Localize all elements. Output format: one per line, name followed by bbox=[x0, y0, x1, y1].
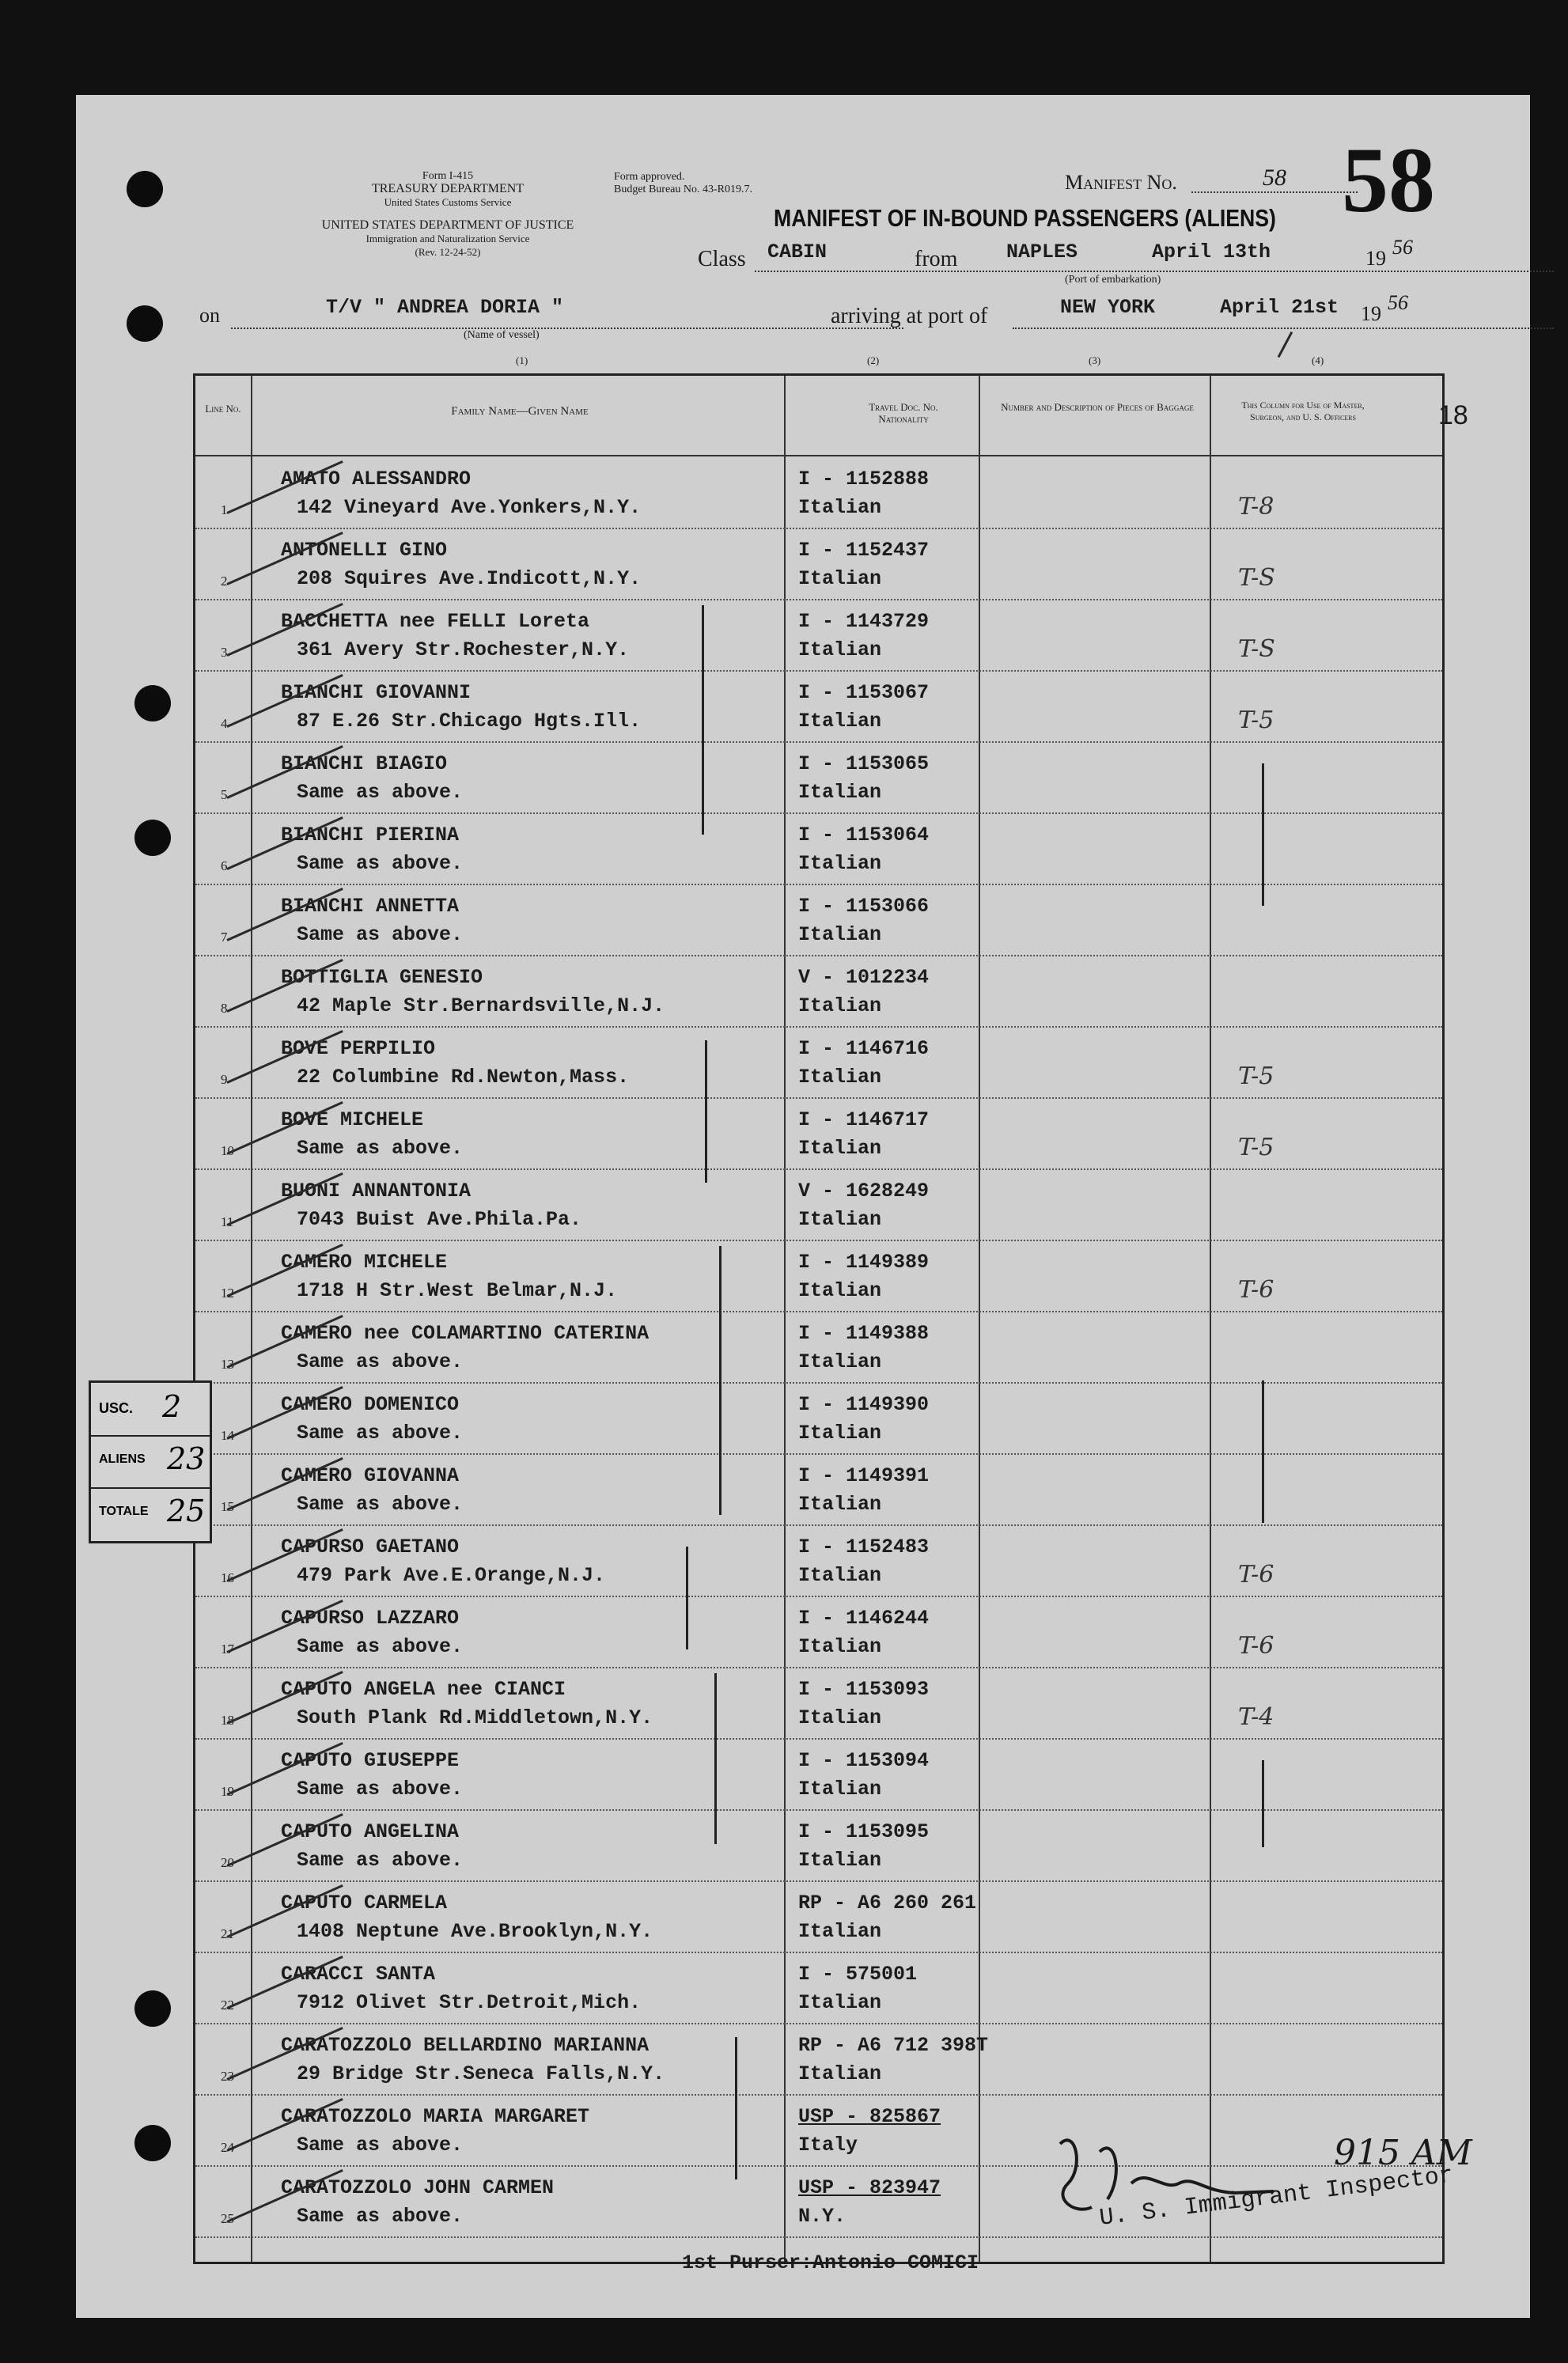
nationality: Italian bbox=[798, 1137, 882, 1160]
line-number: 17 bbox=[221, 1642, 234, 1657]
form-approved: Form approved. bbox=[614, 171, 685, 183]
passenger-name: CARATOZZOLO MARIA MARGARET bbox=[281, 2105, 590, 2128]
table-row bbox=[195, 1524, 1442, 1597]
passenger-name: CAPUTO CARMELA bbox=[281, 1892, 448, 1914]
travel-doc-number: RP - A6 260 261 bbox=[798, 1892, 977, 1914]
travel-doc-number: USP - 823947 bbox=[798, 2176, 941, 2199]
passenger-address: 22 Columbine Rd.Newton,Mass. bbox=[297, 1066, 630, 1089]
header-line-no: Line No. bbox=[205, 403, 241, 415]
officer-mark: T-S bbox=[1238, 564, 1275, 592]
table-row bbox=[195, 1311, 1442, 1384]
travel-doc-number: I - 1149388 bbox=[798, 1322, 930, 1345]
nationality: Italian bbox=[798, 1208, 882, 1231]
table-row bbox=[195, 528, 1442, 600]
passenger-address: Same as above. bbox=[297, 1778, 464, 1801]
table-row bbox=[195, 2023, 1442, 2096]
table-row bbox=[195, 1809, 1442, 1882]
form-number: Form I-415 bbox=[422, 170, 474, 182]
table-row bbox=[195, 1097, 1442, 1170]
line-number: 8 bbox=[221, 1001, 228, 1016]
on-label: on bbox=[199, 304, 220, 327]
travel-doc-number: V - 1012234 bbox=[798, 966, 930, 989]
punch-hole bbox=[134, 2125, 171, 2161]
table-row bbox=[195, 1168, 1442, 1241]
line-number: 10 bbox=[221, 1143, 234, 1158]
passenger-address: 7912 Olivet Str.Detroit,Mich. bbox=[297, 1991, 642, 2014]
inspector-label: U. S. Immigrant Inspector bbox=[1097, 2162, 1455, 2232]
table-row bbox=[195, 1952, 1442, 2024]
nationality: Italian bbox=[798, 2062, 882, 2085]
travel-doc-number: I - 575001 bbox=[798, 1963, 918, 1986]
nationality: Italian bbox=[798, 638, 882, 661]
passenger-name: BIANCHI BIAGIO bbox=[281, 752, 448, 775]
col-num-1: (1) bbox=[516, 354, 528, 366]
line-number: 1 bbox=[221, 502, 228, 517]
line-number: 18 bbox=[221, 1713, 234, 1728]
budget-bureau: Budget Bureau No. 43-R019.7. bbox=[614, 184, 752, 195]
travel-doc-number: I - 1146717 bbox=[798, 1108, 930, 1131]
nationality: Italian bbox=[798, 1350, 882, 1373]
passenger-address: 1408 Neptune Ave.Brooklyn,N.Y. bbox=[297, 1920, 653, 1943]
nationality: Italian bbox=[798, 852, 882, 875]
nationality: Italian bbox=[798, 1849, 882, 1872]
passenger-address: South Plank Rd.Middletown,N.Y. bbox=[297, 1706, 653, 1729]
revision: (Rev. 12-24-52) bbox=[415, 246, 481, 258]
travel-doc-number: I - 1152483 bbox=[798, 1536, 930, 1558]
travel-doc-number: I - 1153066 bbox=[798, 895, 930, 918]
officer-mark: T-6 bbox=[1238, 1632, 1274, 1660]
travel-doc-number: I - 1149390 bbox=[798, 1393, 930, 1416]
line-number: 5 bbox=[221, 787, 228, 802]
passenger-name: BOVE PERPILIO bbox=[281, 1037, 436, 1060]
sheet-mark: 18 bbox=[1438, 400, 1468, 430]
passenger-name: CAPUTO GIUSEPPE bbox=[281, 1749, 460, 1772]
col-num-3: (3) bbox=[1089, 354, 1101, 366]
table-row bbox=[195, 599, 1442, 672]
travel-doc-number: I - 1153067 bbox=[798, 681, 930, 704]
passenger-name: CAPUTO ANGELA nee CIANCI bbox=[281, 1678, 566, 1701]
nationality: Italian bbox=[798, 1778, 882, 1801]
travel-doc-number: V - 1628249 bbox=[798, 1180, 930, 1202]
passenger-name: CARATOZZOLO BELLARDINO MARIANNA bbox=[281, 2034, 650, 2057]
line-number: 19 bbox=[221, 1784, 234, 1799]
passenger-address: 142 Vineyard Ave.Yonkers,N.Y. bbox=[297, 496, 642, 519]
travel-doc-number: I - 1153095 bbox=[798, 1820, 930, 1843]
travel-doc-number: I - 1153093 bbox=[798, 1678, 930, 1701]
customs-service: United States Customs Service bbox=[384, 196, 512, 208]
officer-mark: T-5 bbox=[1238, 1062, 1274, 1090]
travel-doc-number: USP - 825867 bbox=[798, 2105, 941, 2128]
nationality: Italian bbox=[798, 1066, 882, 1089]
ins-service: Immigration and Naturalization Service bbox=[365, 233, 530, 244]
nationality: Italian bbox=[798, 1920, 882, 1943]
passenger-name: BOTTIGLIA GENESIO bbox=[281, 966, 483, 989]
total-value: 25 bbox=[167, 1494, 206, 1528]
class-value: CABIN bbox=[767, 240, 828, 263]
passenger-address: Same as above. bbox=[297, 2134, 464, 2157]
nationality: Italian bbox=[798, 1279, 882, 1302]
nationality: Italian bbox=[798, 994, 882, 1017]
passenger-address: 1718 H Str.West Belmar,N.J. bbox=[297, 1279, 618, 1302]
table-row bbox=[195, 1667, 1442, 1740]
passenger-name: CAMERO DOMENICO bbox=[281, 1393, 460, 1416]
passenger-address: Same as above. bbox=[297, 1350, 464, 1373]
punch-hole bbox=[134, 685, 171, 721]
usc-label: USC. bbox=[99, 1400, 134, 1416]
table-row bbox=[195, 670, 1442, 743]
officer-mark: T-6 bbox=[1238, 1276, 1274, 1304]
passenger-name: CAMERO GIOVANNA bbox=[281, 1464, 460, 1487]
nationality: Italian bbox=[798, 1493, 882, 1516]
passenger-address: 42 Maple Str.Bernardsville,N.J. bbox=[297, 994, 665, 1017]
passenger-name: CAPURSO GAETANO bbox=[281, 1536, 460, 1558]
passenger-name: CARACCI SANTA bbox=[281, 1963, 436, 1986]
table-row bbox=[195, 1382, 1442, 1455]
table-row bbox=[195, 1026, 1442, 1099]
year-prefix-2: 19 bbox=[1361, 302, 1381, 325]
passenger-address: Same as above. bbox=[297, 1422, 464, 1445]
passenger-address: Same as above. bbox=[297, 852, 464, 875]
travel-doc-number: RP - A6 712 398T bbox=[798, 2034, 989, 2057]
total-label: TOTALE bbox=[99, 1505, 149, 1518]
line-number: 21 bbox=[221, 1926, 234, 1941]
punch-hole bbox=[127, 171, 163, 207]
passenger-address: 7043 Buist Ave.Phila.Pa. bbox=[297, 1208, 582, 1231]
passenger-name: CAMERO nee COLAMARTINO CATERINA bbox=[281, 1322, 650, 1345]
nationality: Italy bbox=[798, 2134, 858, 2157]
year-2: 56 bbox=[1388, 291, 1408, 314]
passenger-name: BUONI ANNANTONIA bbox=[281, 1180, 472, 1202]
arrival-date: April 21st bbox=[1220, 296, 1339, 319]
officer-mark: T-6 bbox=[1238, 1561, 1274, 1589]
nationality: Italian bbox=[798, 1564, 882, 1587]
line-number: 15 bbox=[221, 1499, 234, 1514]
header-officers: This Column for Use of Master, Surgeon, and U. S. Officers bbox=[1241, 400, 1365, 422]
table-row bbox=[195, 1453, 1442, 1526]
port-caption: (Port of embarkation) bbox=[1065, 274, 1161, 286]
vessel-name: T/V " ANDREA DORIA " bbox=[326, 296, 564, 319]
manifest-no-value: 58 bbox=[1263, 165, 1286, 191]
passenger-name: CAPURSO LAZZARO bbox=[281, 1607, 460, 1630]
table-row bbox=[195, 812, 1442, 885]
travel-doc-number: I - 1153064 bbox=[798, 824, 930, 846]
passenger-name: CARATOZZOLO JOHN CARMEN bbox=[281, 2176, 555, 2199]
header-name: Family Name—Given Name bbox=[451, 405, 589, 418]
usc-value: 2 bbox=[162, 1389, 182, 1424]
year-1: 56 bbox=[1392, 236, 1413, 259]
passenger-address: Same as above. bbox=[297, 2205, 464, 2228]
nationality: Italian bbox=[798, 923, 882, 946]
from-label: from bbox=[915, 247, 958, 271]
travel-doc-number: I - 1146244 bbox=[798, 1607, 930, 1630]
table-row bbox=[195, 741, 1442, 814]
line-number: 13 bbox=[221, 1357, 234, 1372]
travel-doc-number: I - 1149391 bbox=[798, 1464, 930, 1487]
passenger-address: Same as above. bbox=[297, 1849, 464, 1872]
passenger-address: 208 Squires Ave.Indicott,N.Y. bbox=[297, 567, 642, 590]
purser-line: 1st Purser:Antonio COMICI bbox=[682, 2251, 979, 2274]
nationality: Italian bbox=[798, 496, 882, 519]
passenger-address: Same as above. bbox=[297, 781, 464, 804]
passenger-address: Same as above. bbox=[297, 1137, 464, 1160]
aliens-value: 23 bbox=[167, 1441, 206, 1476]
totals-box bbox=[89, 1380, 212, 1543]
passenger-address: 29 Bridge Str.Seneca Falls,N.Y. bbox=[297, 2062, 665, 2085]
passenger-name: BIANCHI GIOVANNI bbox=[281, 681, 472, 704]
time-note: 915 AM bbox=[1334, 2133, 1472, 2173]
nationality: Italian bbox=[798, 1635, 882, 1658]
class-label: Class bbox=[698, 247, 746, 271]
passenger-address: 87 E.26 Str.Chicago Hgts.Ill. bbox=[297, 710, 642, 733]
passenger-address: 479 Park Ave.E.Orange,N.J. bbox=[297, 1564, 606, 1587]
header-doc: Travel Doc. No. Nationality bbox=[869, 401, 938, 425]
table-row bbox=[195, 1240, 1442, 1312]
nationality: N.Y. bbox=[798, 2205, 846, 2228]
manifest-no-label: Manifest No. bbox=[1065, 171, 1177, 194]
vessel-caption: (Name of vessel) bbox=[464, 329, 540, 341]
line-number: 22 bbox=[221, 1998, 234, 2013]
passenger-name: BIANCHI ANNETTA bbox=[281, 895, 460, 918]
year-prefix-1: 19 bbox=[1365, 247, 1386, 270]
depart-date: April 13th bbox=[1152, 240, 1271, 263]
officer-mark: T-5 bbox=[1238, 706, 1274, 734]
table-row bbox=[195, 884, 1442, 956]
header-baggage: Number and Description of Pieces of Baggage bbox=[1001, 401, 1194, 413]
aliens-label: ALIENS bbox=[99, 1452, 146, 1466]
line-number: 16 bbox=[221, 1570, 234, 1585]
officer-mark: T-8 bbox=[1238, 493, 1274, 521]
line-number: 7 bbox=[221, 930, 228, 945]
passenger-address: Same as above. bbox=[297, 1493, 464, 1516]
nationality: Italian bbox=[798, 1706, 882, 1729]
line-number: 25 bbox=[221, 2211, 234, 2226]
table-row bbox=[195, 1738, 1442, 1811]
punch-hole bbox=[134, 1990, 171, 2027]
passenger-address: 361 Avery Str.Rochester,N.Y. bbox=[297, 638, 630, 661]
nationality: Italian bbox=[798, 710, 882, 733]
passenger-name: CAMERO MICHELE bbox=[281, 1251, 448, 1274]
line-number: 6 bbox=[221, 858, 228, 873]
line-number: 11 bbox=[221, 1214, 234, 1229]
manifest-stamp: 58 bbox=[1342, 128, 1435, 232]
travel-doc-number: I - 1143729 bbox=[798, 610, 930, 633]
nationality: Italian bbox=[798, 1991, 882, 2014]
line-number: 23 bbox=[221, 2069, 234, 2084]
officer-mark: T-5 bbox=[1238, 1134, 1274, 1161]
passenger-name: ANTONELLI GINO bbox=[281, 539, 448, 562]
line-number: 4 bbox=[221, 716, 228, 731]
passenger-name: CAPUTO ANGELINA bbox=[281, 1820, 460, 1843]
line-number: 24 bbox=[221, 2140, 234, 2155]
line-number: 20 bbox=[221, 1855, 234, 1870]
passenger-table bbox=[193, 373, 1445, 2264]
officer-mark: T-4 bbox=[1238, 1703, 1274, 1731]
justice-dept: UNITED STATES DEPARTMENT OF JUSTICE bbox=[321, 218, 574, 232]
punch-hole bbox=[127, 305, 163, 342]
line-number: 3 bbox=[221, 645, 228, 660]
travel-doc-number: I - 1146716 bbox=[798, 1037, 930, 1060]
passenger-name: BOVE MICHELE bbox=[281, 1108, 424, 1131]
passenger-address: Same as above. bbox=[297, 1635, 464, 1658]
col-num-4: (4) bbox=[1312, 354, 1324, 366]
travel-doc-number: I - 1152437 bbox=[798, 539, 930, 562]
table-row bbox=[195, 1880, 1442, 1953]
treasury-dept: TREASURY DEPARTMENT bbox=[371, 182, 525, 195]
passenger-address: Same as above. bbox=[297, 923, 464, 946]
line-number: 9 bbox=[221, 1072, 228, 1087]
passenger-name: AMATO ALESSANDRO bbox=[281, 468, 472, 490]
line-number: 2 bbox=[221, 574, 228, 589]
nationality: Italian bbox=[798, 781, 882, 804]
nationality: Italian bbox=[798, 1422, 882, 1445]
nationality: Italian bbox=[798, 567, 882, 590]
table-row bbox=[195, 456, 1442, 529]
table-row bbox=[195, 1596, 1442, 1668]
from-value: NAPLES bbox=[1006, 240, 1078, 263]
col-num-2: (2) bbox=[867, 354, 880, 366]
punch-hole bbox=[134, 820, 171, 856]
travel-doc-number: I - 1152888 bbox=[798, 468, 930, 490]
passenger-name: BIANCHI PIERINA bbox=[281, 824, 460, 846]
table-row bbox=[195, 955, 1442, 1028]
arrival-port: NEW YORK bbox=[1060, 296, 1156, 319]
line-number: 14 bbox=[221, 1428, 234, 1443]
arriving-label: arriving at port of bbox=[831, 304, 988, 328]
manifest-title: MANIFEST OF IN-BOUND PASSENGERS (ALIENS) bbox=[774, 204, 1276, 232]
officer-mark: T-S bbox=[1238, 635, 1275, 663]
travel-doc-number: I - 1153065 bbox=[798, 752, 930, 775]
passenger-name: BACCHETTA nee FELLI Loreta bbox=[281, 610, 590, 633]
travel-doc-number: I - 1149389 bbox=[798, 1251, 930, 1274]
travel-doc-number: I - 1153094 bbox=[798, 1749, 930, 1772]
line-number: 12 bbox=[221, 1286, 234, 1301]
